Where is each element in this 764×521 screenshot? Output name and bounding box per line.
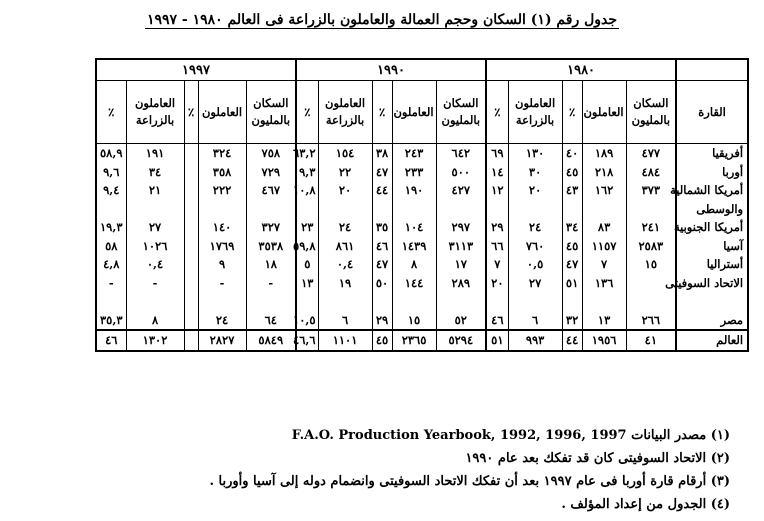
col-agri-workers: العاملون بالزراعة xyxy=(126,81,184,144)
value-cell: ٤٦ xyxy=(372,237,392,256)
value-cell: ٢٧ xyxy=(508,274,562,293)
region-cell: أفريقيا xyxy=(676,144,748,163)
value-cell xyxy=(392,200,436,219)
value-cell: ٤٥ xyxy=(562,163,582,182)
value-cell: ٤٥ xyxy=(372,330,392,351)
value-cell: ٤٦٧ xyxy=(246,181,296,200)
value-cell: ٣٧٣ xyxy=(626,181,676,200)
value-cell: ٤٦ xyxy=(96,330,126,351)
col-percent: ٪ xyxy=(184,81,198,144)
value-cell: ١٣٦ xyxy=(582,274,626,293)
value-cell: ٢٦٦ xyxy=(626,311,676,331)
table-row xyxy=(96,200,748,219)
value-cell xyxy=(626,200,676,219)
value-cell: ٤٨٤ xyxy=(626,163,676,182)
value-cell xyxy=(582,292,626,311)
world-total-row xyxy=(96,330,748,351)
value-cell: ٧٥٨ xyxy=(246,144,296,163)
col-population: السكان بالمليون xyxy=(436,81,486,144)
value-cell xyxy=(508,200,562,219)
value-cell: ٤٤ xyxy=(372,181,392,200)
table-row xyxy=(96,144,748,163)
value-cell: ٠,٤ xyxy=(318,255,372,274)
value-cell: ٧ xyxy=(486,255,508,274)
value-cell: ١٣٠٢ xyxy=(126,330,184,351)
value-cell xyxy=(486,200,508,219)
value-cell: ٢٣٣ xyxy=(392,163,436,182)
footnote-1: (١) مصدر البيانات F.A.O. Production Yearbook, 1992, 1996, 1997 xyxy=(291,428,730,443)
value-cell: ١٥ xyxy=(392,311,436,331)
value-cell: ٢٠ xyxy=(508,181,562,200)
region-cell: العالم xyxy=(676,330,748,351)
value-cell xyxy=(318,200,372,219)
value-cell: ٥٨٤٩ xyxy=(246,330,296,351)
value-cell: ٦٤ xyxy=(246,311,296,331)
column-header-row xyxy=(96,81,748,144)
table-row xyxy=(96,181,748,200)
value-cell: ٣٢٤ xyxy=(198,144,246,163)
col-workers: العاملون xyxy=(582,81,626,144)
value-cell: ٨٣ xyxy=(582,218,626,237)
value-cell: ١٠٤ xyxy=(392,218,436,237)
region-cell: أمريكا الشمالية xyxy=(676,181,748,200)
value-cell: ١٠٢٦ xyxy=(126,237,184,256)
value-cell: ٢٩٧ xyxy=(436,218,486,237)
value-cell: ٩٩٣ xyxy=(508,330,562,351)
value-cell: - xyxy=(96,274,126,293)
value-cell: ٦٣,٢ xyxy=(296,144,318,163)
value-cell xyxy=(372,292,392,311)
table-row xyxy=(96,311,748,331)
value-cell: ٥ xyxy=(296,255,318,274)
value-cell: ٤٦ xyxy=(486,311,508,331)
region-cell: والوسطى xyxy=(676,200,748,219)
col-population: السكان بالمليون xyxy=(626,81,676,144)
value-cell: ٩ xyxy=(198,255,246,274)
value-cell: ٣٤ xyxy=(126,163,184,182)
value-cell: ١٦٢ xyxy=(582,181,626,200)
year-1997: ١٩٩٧ xyxy=(96,59,296,81)
value-cell: ٢٠ xyxy=(486,274,508,293)
table-row xyxy=(96,255,748,274)
value-cell: ٨٦١ xyxy=(318,237,372,256)
value-cell: ١٧ xyxy=(436,255,486,274)
value-cell xyxy=(296,292,318,311)
value-cell: ٢٨٩ xyxy=(436,274,486,293)
value-cell: ١٢ xyxy=(486,181,508,200)
value-cell: ٧٦٠ xyxy=(508,237,562,256)
region-cell: آسيا xyxy=(676,237,748,256)
value-cell: ٢١٨ xyxy=(582,163,626,182)
value-cell xyxy=(184,292,198,311)
value-cell xyxy=(198,200,246,219)
value-cell: ٢٩ xyxy=(372,311,392,331)
footnote-2: (٢) الاتحاد السوفيتى كان قد تفكك بعد عام ١٩٩٠ xyxy=(465,451,730,466)
value-cell: ٦ xyxy=(318,311,372,331)
value-cell: ٢٥٨٣ xyxy=(626,237,676,256)
value-cell: ٣٥,٣ xyxy=(96,311,126,331)
value-cell xyxy=(184,237,198,256)
value-cell xyxy=(198,292,246,311)
value-cell: ٢١ xyxy=(126,181,184,200)
region-cell: الاتحاد السوفيتى xyxy=(676,274,748,293)
value-cell: ١٧٦٩ xyxy=(198,237,246,256)
value-cell: ١٤٠ xyxy=(198,218,246,237)
value-cell: ١٨٩ xyxy=(582,144,626,163)
value-cell xyxy=(296,200,318,219)
value-cell: ١٩١ xyxy=(126,144,184,163)
year-1990: ١٩٩٠ xyxy=(296,59,486,81)
value-cell xyxy=(184,311,198,331)
value-cell: ١٩٠ xyxy=(392,181,436,200)
value-cell: ٣٠ xyxy=(508,163,562,182)
year-1980: ١٩٨٠ xyxy=(486,59,676,81)
value-cell: ١٠,٥ xyxy=(296,311,318,331)
value-cell: ٣٢ xyxy=(562,311,582,331)
region-header: القارة xyxy=(676,81,748,144)
value-cell: ٤٧ xyxy=(372,163,392,182)
value-cell: ٢٣٦٥ xyxy=(392,330,436,351)
value-cell: ٤,٨ xyxy=(96,255,126,274)
region-cell xyxy=(676,292,748,311)
value-cell: ٣٥٨ xyxy=(198,163,246,182)
value-cell: ٤٠ xyxy=(562,144,582,163)
col-percent: ٪ xyxy=(96,81,126,144)
value-cell: ٧ xyxy=(582,255,626,274)
value-cell: ٣٥٣٨ xyxy=(246,237,296,256)
value-cell: ٥١ xyxy=(486,330,508,351)
value-cell xyxy=(562,200,582,219)
value-cell: ٢٤ xyxy=(198,311,246,331)
value-cell: ٥٢٩٤ xyxy=(436,330,486,351)
value-cell: ٥٢ xyxy=(436,311,486,331)
value-cell: ٥٨,٩ xyxy=(96,144,126,163)
value-cell xyxy=(246,292,296,311)
value-cell: ٨ xyxy=(126,311,184,331)
value-cell: ٩,٣ xyxy=(296,163,318,182)
value-cell: ٤٢٧ xyxy=(436,181,486,200)
value-cell: ٤٣ xyxy=(562,181,582,200)
value-cell xyxy=(184,181,198,200)
value-cell: ٣١١٣ xyxy=(436,237,486,256)
value-cell: ٩,٦ xyxy=(96,163,126,182)
value-cell xyxy=(184,255,198,274)
value-cell: ٤٤ xyxy=(562,330,582,351)
value-cell: ٥١ xyxy=(562,274,582,293)
value-cell: ١٠,٨ xyxy=(296,181,318,200)
value-cell xyxy=(318,292,372,311)
value-cell: ١٩٥٦ xyxy=(582,330,626,351)
value-cell: ٠,٥ xyxy=(508,255,562,274)
value-cell: ٤٥ xyxy=(562,237,582,256)
value-cell: ٤٦,٦ xyxy=(296,330,318,351)
value-cell: ١١٥٧ xyxy=(582,237,626,256)
col-percent: ٪ xyxy=(562,81,582,144)
table-row xyxy=(96,163,748,182)
value-cell xyxy=(126,292,184,311)
value-cell: - xyxy=(246,274,296,293)
table-row xyxy=(96,292,748,311)
value-cell xyxy=(508,292,562,311)
value-cell: ٧٢٩ xyxy=(246,163,296,182)
value-cell: ٥٨ xyxy=(96,237,126,256)
value-cell: ٢٤ xyxy=(508,218,562,237)
value-cell xyxy=(184,163,198,182)
value-cell: ٢٩ xyxy=(486,218,508,237)
value-cell: ١٣٠ xyxy=(508,144,562,163)
population-labor-table xyxy=(95,58,749,352)
value-cell: ١٩ xyxy=(318,274,372,293)
value-cell xyxy=(184,144,198,163)
value-cell xyxy=(184,218,198,237)
value-cell: ٩,٤ xyxy=(96,181,126,200)
region-cell: أوربا xyxy=(676,163,748,182)
value-cell: ٢٢٢ xyxy=(198,181,246,200)
value-cell: ٢٤٣ xyxy=(392,144,436,163)
value-cell: ١٨ xyxy=(246,255,296,274)
footnote-3: (٣) أرقام قارة أوربا فى عام ١٩٩٧ بعد أن تفكك الاتحاد السوفيتى وانضمام دوله إلى آسيا وأوربا . xyxy=(209,474,730,489)
value-cell: ٤٧ xyxy=(372,255,392,274)
col-workers: العاملون xyxy=(392,81,436,144)
col-percent: ٪ xyxy=(372,81,392,144)
value-cell xyxy=(126,200,184,219)
value-cell: ١٣ xyxy=(296,274,318,293)
value-cell: ٨ xyxy=(392,255,436,274)
value-cell xyxy=(184,330,198,351)
value-cell: ٦٤٢ xyxy=(436,144,486,163)
table-row xyxy=(96,218,748,237)
value-cell: ٣٥ xyxy=(372,218,392,237)
value-cell xyxy=(184,200,198,219)
value-cell xyxy=(436,292,486,311)
table-title: جدول رقم (١) السكان وحجم العمالة والعاملون بالزراعة فى العالم ١٩٨٠ - ١٩٩٧ xyxy=(146,12,618,28)
col-agri-workers: العاملون بالزراعة xyxy=(508,81,562,144)
value-cell xyxy=(184,274,198,293)
value-cell: ٢٨٢٧ xyxy=(198,330,246,351)
col-agri-workers: العاملون بالزراعة xyxy=(318,81,372,144)
value-cell: ٦٩ xyxy=(486,144,508,163)
value-cell: ٣٨ xyxy=(372,144,392,163)
col-workers: العاملون xyxy=(198,81,246,144)
value-cell: ٢٤١ xyxy=(626,218,676,237)
value-cell: ١٤٣٩ xyxy=(392,237,436,256)
value-cell xyxy=(392,292,436,311)
value-cell xyxy=(96,200,126,219)
value-cell: - xyxy=(198,274,246,293)
value-cell: ٣٤ xyxy=(562,218,582,237)
value-cell: ١٣ xyxy=(582,311,626,331)
footnote-4: (٤) الجدول من إعداد المؤلف . xyxy=(561,497,730,512)
value-cell: ٤١ xyxy=(626,330,676,351)
region-cell: مصر xyxy=(676,311,748,331)
value-cell xyxy=(486,292,508,311)
value-cell: ٢٣ xyxy=(296,218,318,237)
value-cell: ٢٢ xyxy=(318,163,372,182)
table-row xyxy=(96,237,748,256)
value-cell xyxy=(372,200,392,219)
value-cell: ١٤٤ xyxy=(392,274,436,293)
value-cell xyxy=(246,200,296,219)
value-cell: ١٥٤ xyxy=(318,144,372,163)
table-row xyxy=(96,274,748,293)
value-cell: ٤٧٧ xyxy=(626,144,676,163)
value-cell: ١٩,٣ xyxy=(96,218,126,237)
value-cell: ٦٦ xyxy=(486,237,508,256)
value-cell xyxy=(562,292,582,311)
value-cell xyxy=(626,292,676,311)
value-cell: ٢٠ xyxy=(318,181,372,200)
value-cell: ٢٤ xyxy=(318,218,372,237)
value-cell: ٣٢٧ xyxy=(246,218,296,237)
value-cell: ٤٧ xyxy=(562,255,582,274)
col-percent: ٪ xyxy=(296,81,318,144)
value-cell xyxy=(582,200,626,219)
region-cell: أستراليا xyxy=(676,255,748,274)
value-cell: ١٤ xyxy=(486,163,508,182)
col-population: السكان بالمليون xyxy=(246,81,296,144)
value-cell xyxy=(436,200,486,219)
value-cell: ٥٩,٨ xyxy=(296,237,318,256)
year-header-row xyxy=(96,59,748,81)
empty-corner xyxy=(676,59,748,81)
value-cell: - xyxy=(126,274,184,293)
value-cell: ١١٠١ xyxy=(318,330,372,351)
region-cell: أمريكا الجنوبية xyxy=(676,218,748,237)
value-cell: ٥٠ xyxy=(372,274,392,293)
value-cell: ٦ xyxy=(508,311,562,331)
value-cell: ٢٧ xyxy=(126,218,184,237)
value-cell: ٠,٤ xyxy=(126,255,184,274)
col-percent: ٪ xyxy=(486,81,508,144)
value-cell: ٥٠٠ xyxy=(436,163,486,182)
value-cell xyxy=(96,292,126,311)
value-cell: ١٥ xyxy=(626,255,676,274)
